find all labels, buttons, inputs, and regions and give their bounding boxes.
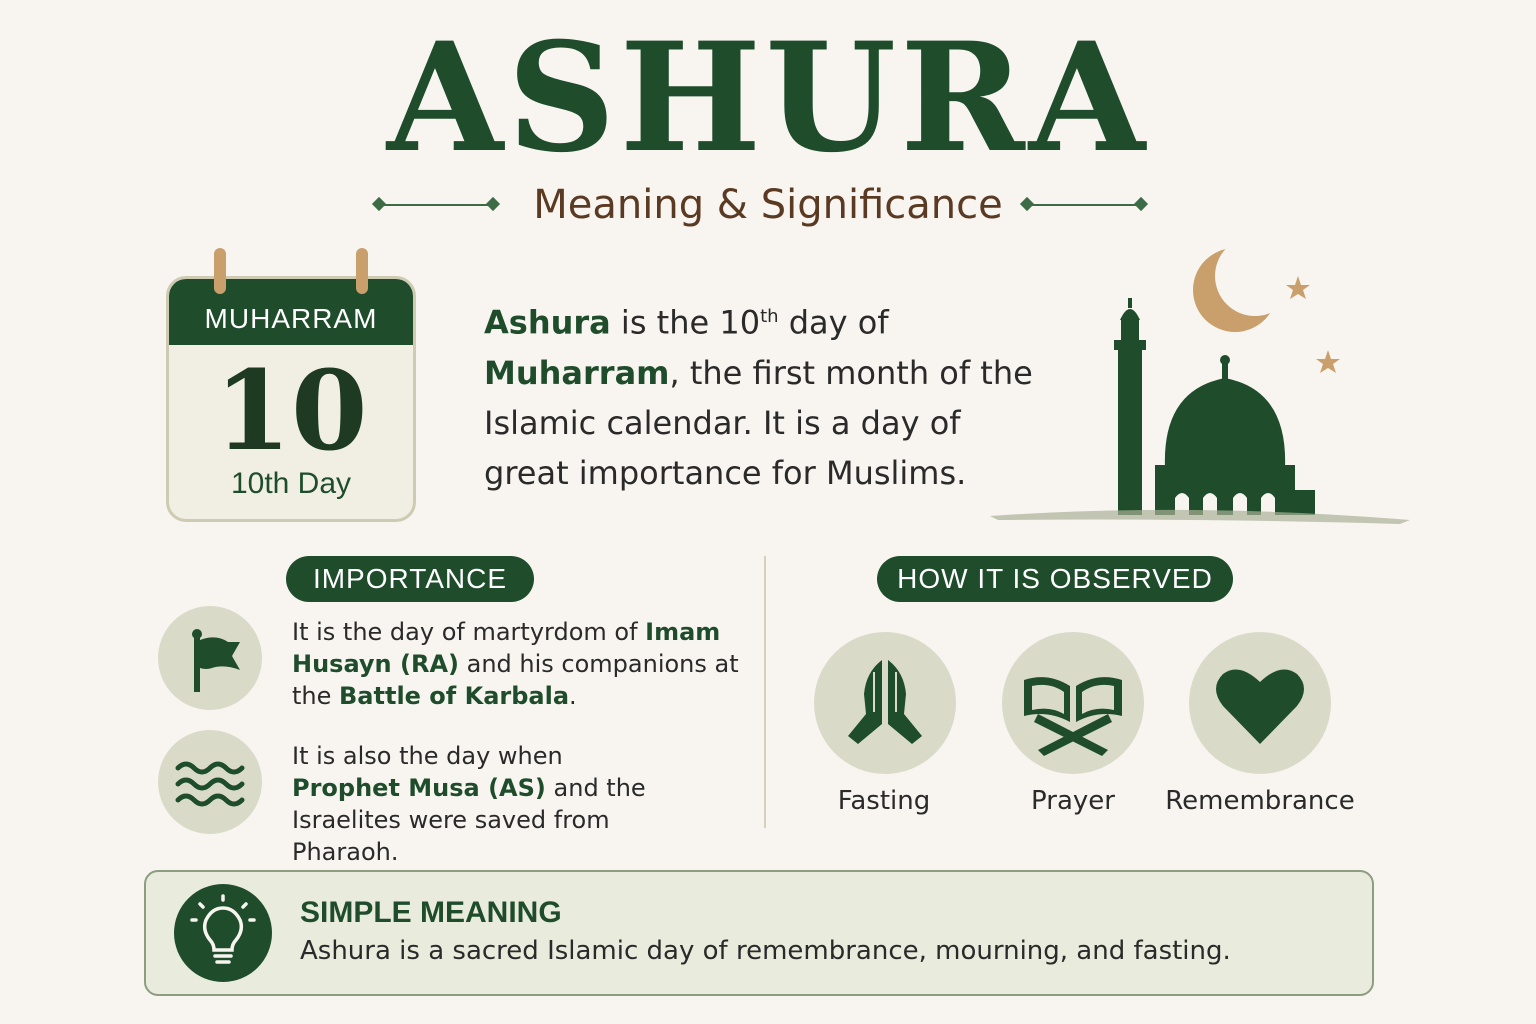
observed-label-fasting: Fasting	[837, 786, 931, 816]
quran-icon	[1002, 632, 1144, 774]
intro-superscript: th	[760, 306, 779, 327]
page-title: ASHURA	[386, 10, 1150, 186]
intro-text: day of	[778, 303, 889, 342]
ground-brush	[990, 510, 1410, 524]
observed-icon-circle-fasting	[814, 632, 956, 774]
importance-highlight: Prophet Musa (AS)	[292, 774, 546, 802]
importance-text: and the Israelites were saved from Pharaoh.	[292, 774, 646, 866]
calendar-card	[166, 276, 416, 522]
crescent-moon-icon	[1193, 240, 1295, 332]
observed-icon-circle-prayer	[1002, 632, 1144, 774]
intro-paragraph	[484, 292, 1044, 498]
observed-icon-circle-remembrance	[1189, 632, 1331, 774]
praying-hands-icon	[814, 632, 956, 774]
page-subtitle: Meaning & Significance	[533, 182, 1003, 228]
calendar-day-number: 10	[214, 346, 368, 475]
intro-term-muharram: Muharram	[484, 353, 670, 392]
mosque-silhouette	[1114, 298, 1315, 515]
calendar-day-label: 10th Day	[230, 467, 352, 500]
star-icon	[1316, 350, 1340, 373]
importance-text: and his companions at the	[292, 650, 739, 710]
lightbulb-icon	[174, 884, 272, 982]
heart-icon	[1189, 632, 1331, 774]
calendar-ring	[356, 248, 368, 294]
ornament-rule	[1032, 204, 1142, 206]
flag-icon	[158, 606, 262, 710]
mosque-illustration	[990, 240, 1420, 530]
importance-item-musa	[292, 740, 672, 868]
simple-meaning-text: Ashura is a sacred Islamic day of remembrance, mourning, and fasting.	[300, 936, 1231, 966]
observed-label-remembrance: Remembrance	[1165, 786, 1355, 816]
simple-meaning-heading: SIMPLE MEANING	[300, 896, 562, 929]
simple-meaning-box	[144, 870, 1374, 996]
importance-text: .	[569, 682, 577, 710]
importance-highlight: Battle of Karbala	[339, 682, 570, 710]
lightbulb-icon-circle	[174, 884, 272, 982]
observed-label-prayer: Prayer	[1031, 786, 1115, 816]
importance-heading: IMPORTANCE	[286, 556, 534, 602]
importance-item-martyrdom	[292, 616, 742, 712]
importance-icon-circle	[158, 730, 262, 834]
importance-highlight: Imam Husayn (RA)	[292, 618, 721, 678]
importance-text: It is the day of martyrdom of	[292, 618, 646, 646]
calendar-month: MUHARRAM	[169, 279, 413, 345]
intro-text: , the first month of the Islamic calendar. It is a day of great importance for Muslims.	[484, 353, 1033, 492]
intro-term-ashura: Ashura	[484, 303, 611, 342]
importance-icon-circle	[158, 606, 262, 710]
calendar-ring	[214, 248, 226, 294]
waves-icon	[158, 730, 262, 834]
section-divider	[764, 556, 766, 828]
intro-text: is the 10	[610, 303, 761, 342]
importance-text: It is also the day when	[292, 742, 563, 770]
observed-heading: HOW IT IS OBSERVED	[877, 556, 1233, 602]
subtitle-row	[0, 180, 1536, 230]
